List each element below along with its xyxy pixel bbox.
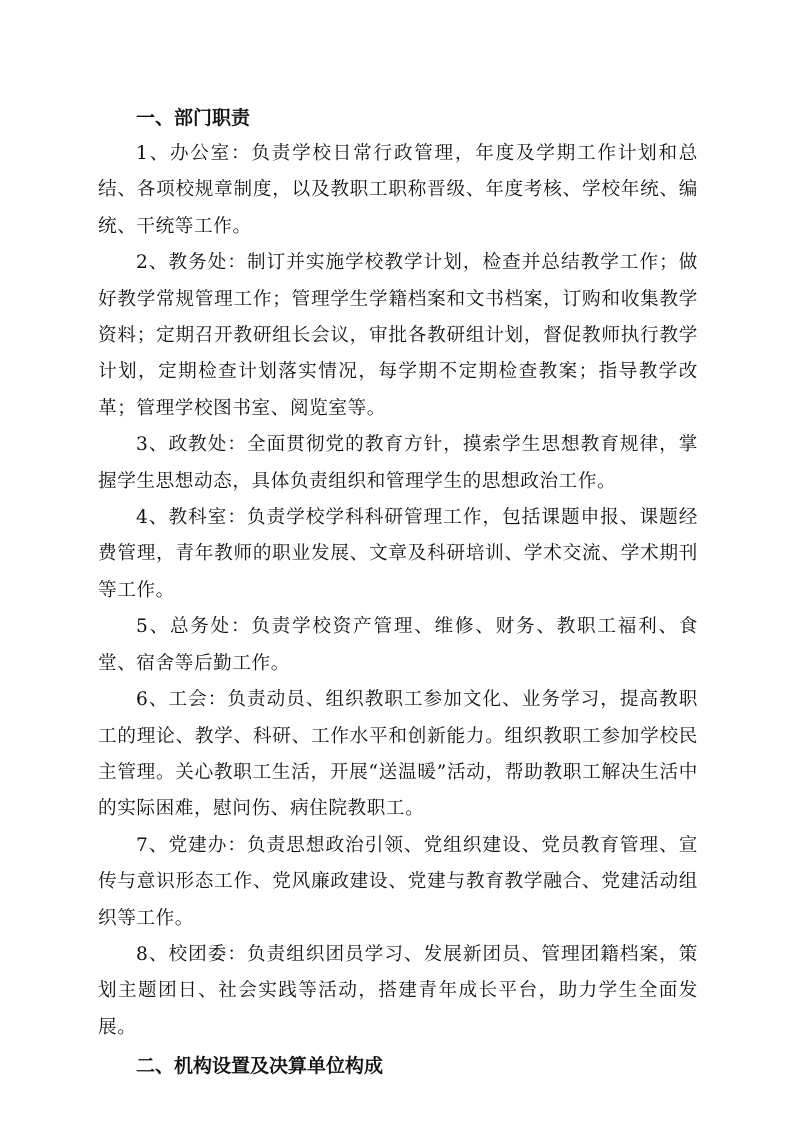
paragraph-general-affairs: 5、总务处：负责学校资产管理、维修、财务、教职工福利、食堂、宿舍等后勤工作。 — [98, 616, 698, 674]
paragraph-youth-league: 8、校团委：负责组织团员学习、发展新团员、管理团籍档案，策划主题团日、社会实践等活动，搭建青年成长平台，助力学生全面发展。 — [98, 943, 698, 1038]
paragraph-academic-affairs: 2、教务处：制订并实施学校教学计划，检查并总结教学工作；做好教学常规管理工作；管理学生学籍档案和文书档案，订购和收集教学资料；定期召开教研组长会议，审批各教研组计划，督促教师执行教学计划，定期检查计划落实情况，每学期不定期检查教案；指导教学改革；管理学校图书室、阅览室等。 — [98, 252, 698, 419]
paragraph-labor-union: 6、工会：负责动员、组织教职工参加文化、业务学习，提高教职工的理论、教学、科研、工作水平和创新能力。组织教职工参加学校民主管理。关心教职工生活，开展“送温暖”活动，帮助教职工解决生活中的实际困难，慰问伤、病住院教职工。 — [98, 689, 698, 820]
paragraph-office: 1、办公室：负责学校日常行政管理，年度及学期工作计划和总结、各项校规章制度，以及教职工职称晋级、年度考核、学校年统、编统、干统等工作。 — [98, 143, 698, 237]
paragraph-political-education: 3、政教处：全面贯彻党的教育方针，摸索学生思想教育规律，掌握学生思想动态，具体负责组织和管理学生的思想政治工作。 — [98, 434, 698, 492]
section-heading-duties: 一、部门职责 — [136, 107, 251, 129]
section-heading-structure: 二、机构设置及决算单位构成 — [136, 1055, 384, 1078]
document-page — [98, 100, 698, 1084]
paragraph-research-office: 4、教科室：负责学校学科科研管理工作，包括课题申报、课题经费管理，青年教师的职业发展、文章及科研培训、学术交流、学术期刊等工作。 — [98, 507, 698, 601]
paragraph-party-building: 7、党建办：负责思想政治引领、党组织建设、党员教育管理、宣传与意识形态工作、党风廉政建设、党建与教育教学融合、党建活动组织等工作。 — [98, 834, 698, 929]
